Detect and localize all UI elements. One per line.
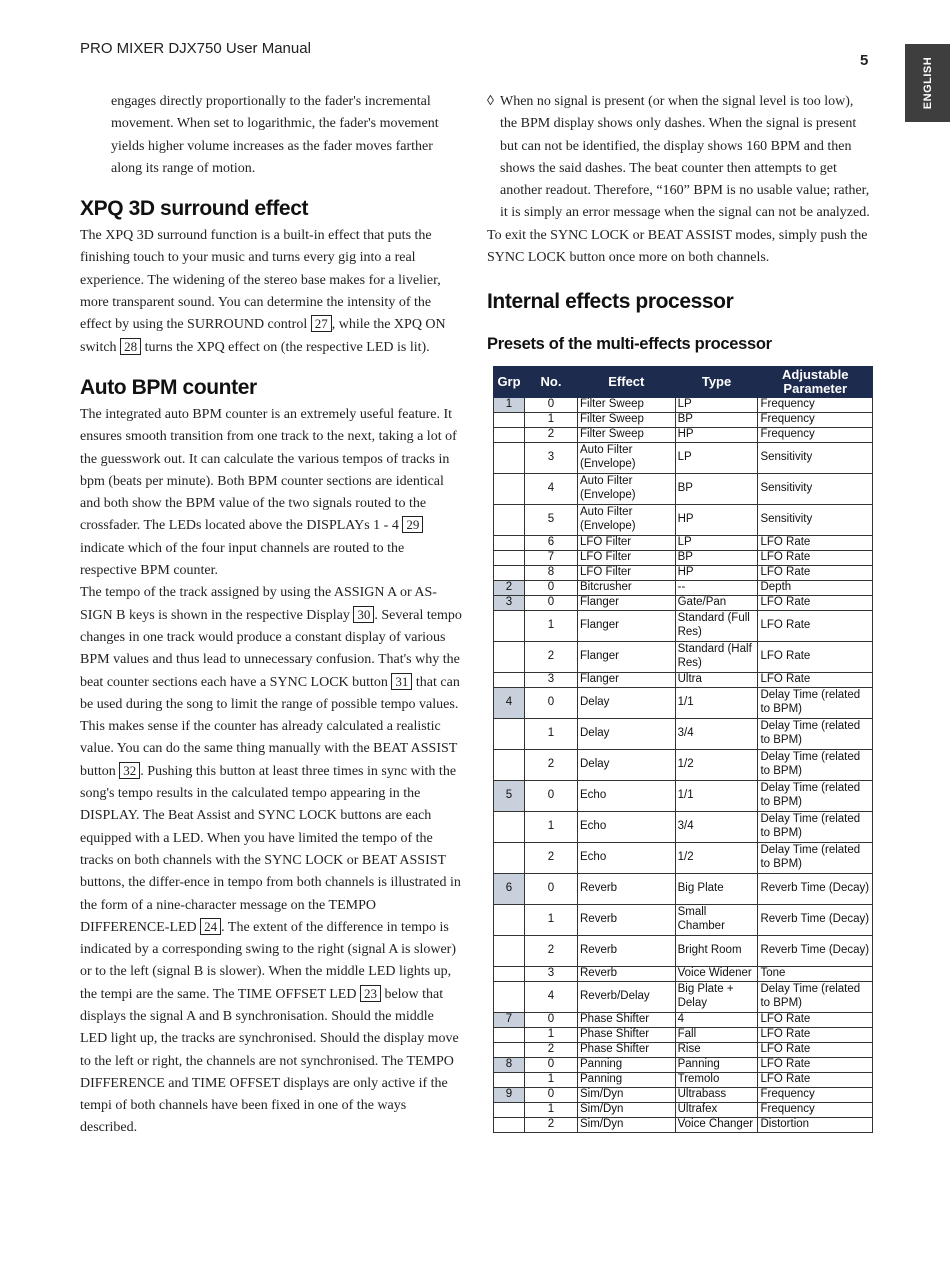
cell-parameter: Tone [758,966,873,981]
cell-parameter: LFO Rate [758,672,873,687]
cell-type: LP [675,442,758,473]
cell-no: 1 [525,904,578,935]
cell-type: 3/4 [675,811,758,842]
cell-no: 0 [525,397,578,412]
cell-effect: Filter Sweep [578,427,676,442]
cell-type: HP [675,565,758,580]
cell-effect: Delay [578,687,676,718]
cell-grp: 5 [494,780,525,811]
cell-effect: LFO Filter [578,550,676,565]
cell-no: 2 [525,641,578,672]
cell-parameter: LFO Rate [758,550,873,565]
text-segment: . The extent of the difference in tempo is indicated by a corresponding swing to the right (signal A is slower) or to the left (signal B is slower). When the middle LED lights up, the tempi are the same. The TIME OFFSET LED [80,919,456,1002]
cell-grp [494,935,525,966]
cell-type: HP [675,427,758,442]
cell-no: 0 [525,1057,578,1072]
cell-type: Big Plate + Delay [675,981,758,1012]
cell-effect: Sim/Dyn [578,1102,676,1117]
cell-type: Rise [675,1042,758,1057]
table-row [494,641,873,672]
cell-type: Panning [675,1057,758,1072]
cell-effect: Reverb [578,873,676,904]
cell-parameter: LFO Rate [758,1072,873,1087]
cell-type: Voice Changer [675,1117,758,1132]
cell-parameter: Delay Time (related to BPM) [758,811,873,842]
table-row [494,1087,873,1102]
cell-grp: 9 [494,1087,525,1102]
cell-effect: Echo [578,780,676,811]
text-segment: . Several tempo changes in one track would produce a constant display of various BPM values and thus lead to unnecessary confusion. That's why the beat counter sections each have a SYNC LOCK button [80,607,462,690]
cell-grp [494,811,525,842]
cell-no: 2 [525,1117,578,1132]
table-row [494,687,873,718]
table-row [494,1057,873,1072]
cell-effect: Phase Shifter [578,1042,676,1057]
cell-effect: Reverb [578,966,676,981]
cell-no: 1 [525,1102,578,1117]
cell-parameter: Delay Time (related to BPM) [758,780,873,811]
cell-no: 7 [525,550,578,565]
cell-no: 0 [525,687,578,718]
cell-type: 4 [675,1012,758,1027]
reference-box: 30 [353,606,374,623]
diamond-bullet-icon: ◊ [487,94,494,109]
cell-grp [494,442,525,473]
cell-type: Standard (Half Res) [675,641,758,672]
cell-effect: Phase Shifter [578,1012,676,1027]
cell-grp [494,718,525,749]
cell-parameter: LFO Rate [758,641,873,672]
cell-type: HP [675,504,758,535]
cell-grp [494,1072,525,1087]
cell-type: Standard (Full Res) [675,610,758,641]
cell-parameter: Sensitivity [758,442,873,473]
bpm-heading: Auto BPM counter [80,375,257,399]
cell-no: 0 [525,580,578,595]
cell-grp: 4 [494,687,525,718]
cell-type: Ultrafex [675,1102,758,1117]
reference-box: 23 [360,985,381,1002]
cell-parameter: Delay Time (related to BPM) [758,687,873,718]
cell-effect: Flanger [578,672,676,687]
cell-no: 1 [525,610,578,641]
cell-parameter: Depth [758,580,873,595]
header-no: No. [525,366,578,397]
cell-no: 3 [525,672,578,687]
reference-box: 28 [120,338,141,355]
text-segment: that can be used during the song to limit the range of possible tempo values. This makes sense if the counter has already calculated a realistic value. You can do the same thing manually with the BEAT ASSIST button [80,674,460,779]
intro-paragraph: engages directly proportionally to the fader's incremental movement. When set to logarithmic, the fader's movement yields higher volume increases as the fader moves farther along its range of motion. [111,94,439,176]
table-row [494,473,873,504]
table-row [494,718,873,749]
cell-parameter: Frequency [758,427,873,442]
cell-no: 4 [525,981,578,1012]
no-signal-note [487,91,871,225]
cell-effect: Panning [578,1072,676,1087]
cell-no: 2 [525,427,578,442]
exit-paragraph: To exit the SYNC LOCK or BEAT ASSIST modes, simply push the SYNC LOCK button once more on both channels. [487,227,868,266]
cell-grp [494,610,525,641]
table-row [494,1012,873,1027]
cell-parameter: LFO Rate [758,1042,873,1057]
cell-parameter: LFO Rate [758,595,873,610]
cell-effect: Bitcrusher [578,580,676,595]
cell-type: Voice Widener [675,966,758,981]
table-body [494,397,873,1132]
cell-no: 0 [525,1087,578,1102]
cell-type: 1/1 [675,780,758,811]
cell-no: 0 [525,780,578,811]
cell-type: 1/1 [675,687,758,718]
table-row [494,1042,873,1057]
table-row [494,966,873,981]
cell-type: Ultrabass [675,1087,758,1102]
table-row [494,427,873,442]
cell-grp [494,565,525,580]
table-row [494,935,873,966]
table-row [494,580,873,595]
cell-parameter: Frequency [758,397,873,412]
table-row [494,1117,873,1132]
cell-type: Small Chamber [675,904,758,935]
table-row [494,397,873,412]
header-parameter: Adjustable Parameter [758,366,873,397]
cell-grp: 2 [494,580,525,595]
cell-type: 1/2 [675,749,758,780]
cell-parameter: LFO Rate [758,1027,873,1042]
cell-effect: Flanger [578,610,676,641]
cell-effect: Echo [578,842,676,873]
cell-type: Gate/Pan [675,595,758,610]
cell-no: 0 [525,873,578,904]
cell-parameter: LFO Rate [758,1057,873,1072]
left-column [80,91,464,1140]
presets-heading: Presets of the multi-effects processor [487,335,772,354]
cell-no: 6 [525,535,578,550]
cell-parameter: Distortion [758,1117,873,1132]
table-row [494,842,873,873]
cell-effect: Reverb [578,904,676,935]
cell-effect: Auto Filter (Envelope) [578,442,676,473]
cell-grp [494,842,525,873]
table-row [494,1072,873,1087]
cell-grp [494,1027,525,1042]
cell-type: 3/4 [675,718,758,749]
header-effect: Effect [578,366,676,397]
cell-effect: LFO Filter [578,565,676,580]
table-header-row [494,366,873,397]
cell-no: 5 [525,504,578,535]
cell-effect: Reverb/Delay [578,981,676,1012]
cell-type: Bright Room [675,935,758,966]
cell-parameter: LFO Rate [758,535,873,550]
cell-effect: Reverb [578,935,676,966]
cell-effect: Filter Sweep [578,397,676,412]
table-row [494,535,873,550]
table-row [494,1102,873,1117]
cell-grp: 8 [494,1057,525,1072]
cell-parameter: LFO Rate [758,610,873,641]
cell-no: 0 [525,595,578,610]
cell-grp: 6 [494,873,525,904]
table-row [494,504,873,535]
table-row [494,595,873,610]
page-number: 5 [860,52,869,69]
cell-no: 1 [525,1027,578,1042]
text-segment: The integrated auto BPM counter is an extremely useful feature. It ensures smooth transition from one track to the next, taking a lot of the guesswork out. It can calculate the various tempos of tracks in bpm (beats per minute). Both BPM counter sections are identical and both show the BPM value of the two signals routed to the crossfader. The LEDs located above the DISPLAYs 1 - 4 [80,406,457,534]
cell-grp [494,1117,525,1132]
text-segment: turns the XPQ effect on (the respective LED is lit). [141,339,430,355]
table-row [494,550,873,565]
cell-grp [494,981,525,1012]
cell-effect: Auto Filter (Envelope) [578,473,676,504]
cell-no: 0 [525,1012,578,1027]
cell-grp: 3 [494,595,525,610]
cell-effect: Sim/Dyn [578,1087,676,1102]
cell-parameter: Delay Time (related to BPM) [758,842,873,873]
language-tab-label: ENGLISH [921,56,934,110]
table-row [494,412,873,427]
cell-grp [494,473,525,504]
cell-effect: Sim/Dyn [578,1117,676,1132]
cell-effect: Filter Sweep [578,412,676,427]
table-row [494,981,873,1012]
cell-parameter: Reverb Time (Decay) [758,873,873,904]
cell-grp [494,641,525,672]
cell-type: BP [675,412,758,427]
cell-parameter: Delay Time (related to BPM) [758,718,873,749]
cell-parameter: Reverb Time (Decay) [758,904,873,935]
cell-grp [494,1042,525,1057]
cell-grp [494,504,525,535]
cell-no: 3 [525,966,578,981]
cell-type: Ultra [675,672,758,687]
right-column [487,91,871,1133]
cell-parameter: Frequency [758,412,873,427]
cell-grp: 1 [494,397,525,412]
cell-no: 1 [525,811,578,842]
cell-effect: Flanger [578,595,676,610]
table-row [494,442,873,473]
header-title: PRO MIXER DJX750 User Manual [80,40,311,57]
cell-grp [494,1102,525,1117]
cell-type: BP [675,473,758,504]
text-segment: The tempo of the track assigned by using the ASSIGN A or AS-SIGN B keys is shown in the respective Display [80,585,437,623]
cell-no: 1 [525,1072,578,1087]
header-type: Type [675,366,758,397]
table-row [494,873,873,904]
cell-parameter: Reverb Time (Decay) [758,935,873,966]
cell-no: 1 [525,412,578,427]
bpm-paragraph-1 [80,404,464,582]
reference-box: 31 [391,673,412,690]
cell-type: 1/2 [675,842,758,873]
table-row [494,780,873,811]
cell-parameter: Delay Time (related to BPM) [758,749,873,780]
text-segment: indicate which of the four input channels are routed to the respective BPM counter. [80,540,405,579]
cell-no: 4 [525,473,578,504]
cell-grp [494,749,525,780]
cell-no: 1 [525,718,578,749]
cell-no: 8 [525,565,578,580]
cell-type: -- [675,580,758,595]
text-segment: The XPQ 3D surround function is a built-in effect that puts the finishing touch to your music and turns every gig into a real experience. The widening of the stereo base makes for a livelier, more transparent sound. You can determine the intensity of the effect by using the SURROUND control [80,228,441,333]
cell-effect: Delay [578,749,676,780]
cell-type: BP [675,550,758,565]
cell-grp [494,672,525,687]
cell-no: 2 [525,749,578,780]
table-row [494,672,873,687]
cell-no: 3 [525,442,578,473]
table-row [494,565,873,580]
text-segment: below that displays the signal A and B synchronisation. Should the middle LED light up, the tracks are synchronised. Should the display move to the left or right, the channels are not synchronised. The TEMPO DIFFERENCE and TIME OFFSET displays are only active if the tempi of both channels have been fixed in one of the ways described. [80,986,459,1136]
cell-no: 2 [525,842,578,873]
xpq-paragraph [80,225,464,359]
cell-no: 2 [525,1042,578,1057]
cell-no: 2 [525,935,578,966]
language-tab [905,44,950,122]
cell-parameter: Sensitivity [758,504,873,535]
cell-effect: Delay [578,718,676,749]
text-segment: , while the XPQ ON switch [80,317,446,355]
cell-grp [494,535,525,550]
cell-type: LP [675,397,758,412]
xpq-heading: XPQ 3D surround effect [80,197,309,221]
cell-effect: Panning [578,1057,676,1072]
cell-grp [494,904,525,935]
cell-effect: Phase Shifter [578,1027,676,1042]
cell-type: LP [675,535,758,550]
cell-parameter: Sensitivity [758,473,873,504]
cell-parameter: Frequency [758,1102,873,1117]
table-row [494,1027,873,1042]
reference-box: 27 [311,315,332,332]
cell-parameter: Frequency [758,1087,873,1102]
cell-parameter: LFO Rate [758,1012,873,1027]
table-row [494,749,873,780]
cell-effect: Auto Filter (Envelope) [578,504,676,535]
cell-parameter: LFO Rate [758,565,873,580]
cell-type: Tremolo [675,1072,758,1087]
table-row [494,610,873,641]
text-segment: . Pushing this button at least three times in sync with the song's tempo results in the calculated tempo appearing in the DISPLAY. The Beat Assist and SYNC LOCK buttons are each equipped with a LED. When you have limited the tempo of the tracks on both channels with the SYNC LOCK or BEAT ASSIST buttons, the differ-ence in tempo from both channels is illustrated in the form of a nine-character message on the TEMPO DIFFERENCE-LED [80,763,461,935]
bpm-paragraph-2 [80,582,464,1139]
reference-box: 29 [402,516,423,533]
reference-box: 32 [119,762,140,779]
header-grp: Grp [494,366,525,397]
fx-heading: Internal effects processor [487,290,734,314]
presets-table [493,366,873,1133]
cell-type: Big Plate [675,873,758,904]
table-row [494,904,873,935]
table-row [494,811,873,842]
cell-effect: Echo [578,811,676,842]
cell-grp [494,427,525,442]
cell-parameter: Delay Time (related to BPM) [758,981,873,1012]
cell-effect: Flanger [578,641,676,672]
reference-box: 24 [200,918,221,935]
cell-grp [494,550,525,565]
cell-grp [494,412,525,427]
bullet-text: When no signal is present (or when the signal level is too low), the BPM display shows only dashes. When the signal is present but can not be identified, the display shows 160 BPM and then shows the said dashes. The beat counter then attempts to get another readout. Therefore, “160” BPM is no usable value; rather, it is simply an error message when the signal can not be analyzed. [500,94,870,221]
cell-type: Fall [675,1027,758,1042]
cell-effect: LFO Filter [578,535,676,550]
cell-grp [494,966,525,981]
cell-grp: 7 [494,1012,525,1027]
